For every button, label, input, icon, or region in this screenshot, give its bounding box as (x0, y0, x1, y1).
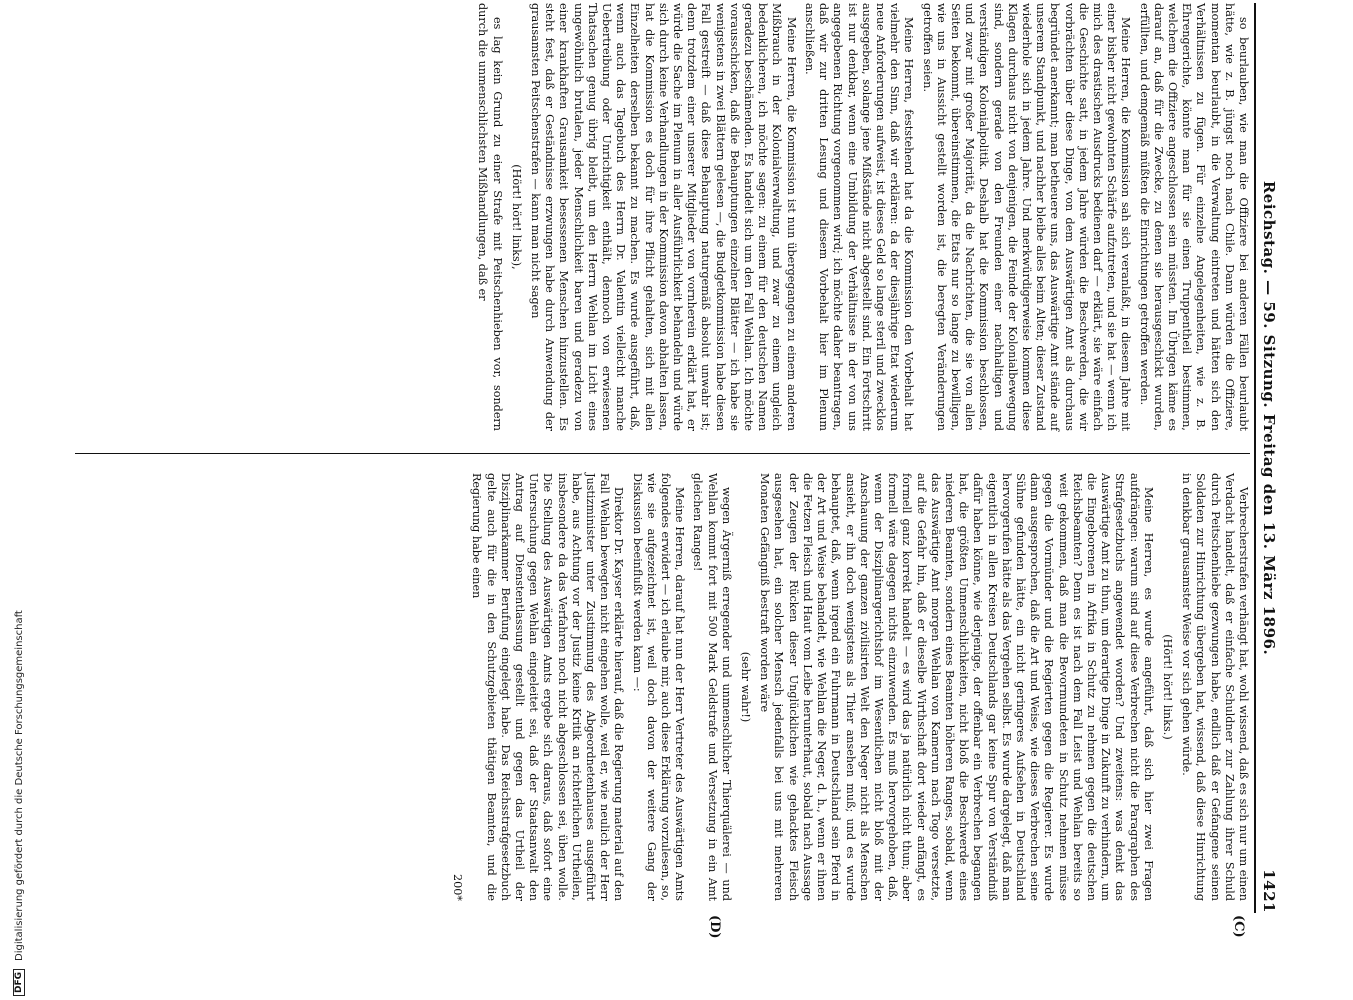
paragraph: Verbrecherstrafen verhängt hat, wohl wissend, daß es sich nur um einen Verdacht handelt, daß er einfache Schuldner zur Zahlung ihrer Schuld durch Peitschenhiebe gezwungen habe, endlich daß er Gefangene seinen Soldaten zur Hinrichtung übergeben hat, wissend, daß diese Hinrichtung in denkbar grausamster Weise vor sich gehen würde. (1180, 473, 1250, 901)
interjection: (sehr wahr!) (739, 651, 753, 723)
paragraph: Meine Herren, die Kommission ist nun übergegangen zu einem anderen Mißbrauch in der Kolonialverwaltung, und zwar zu einem ungleich bedenklicheren, ich möchte sagen: zu einem für den deutschen Namen geradezu beschämenden. Es handelt sich um den Fall Wehlan. Ich möchte vorausschicken, daß die Behauptungen einzelner Blätter — ich habe sie wenigstens in zwei Blättern gelesen —, die Budgetkommission habe diesen Fall gestreift — daß diese Behauptung naturgemäß absolut unwahr ist; denn trotzdem einer unserer Mitglieder von vornherein erklärt hat, er würde die Sache im Plenum in aller Ausführlichkeit behandeln und würde sich durch keine Verhandlungen in der Kommission davon abhalten lassen, hat die Kommission es doch für ihre Pflicht gehalten, sich mit allen Einzelheiten derselben bekannt zu machen. Es wurde ausgeführt, daß, wenn auch das Tagebuch des Herrn Dr. Valentin vielleicht manche Uebertreibung oder Unrichtigkeit enthält, dennoch von erwiesenen Thatsachen genug übrig bleibt, um den Herrn Wehlan im Licht eines ungewöhnlich brutalen, jeder Menschlichkeit baren und geradezu von einer krankhaften Grausamkeit besessenen Menschen hinzustellen. Es steht fest, daß er Geständnisse erzwungen habe durch Anwendung der grausamsten Peitschenstrafen — kann man nicht sagen (529, 3, 798, 431)
dfg-logo: DFG (13, 969, 25, 996)
page-header (1254, 3, 1282, 913)
page-title: Reichstag. — 59. Sitzung. Freitag den 13. März 1896. (1260, 180, 1278, 656)
page-number: 1421 (1260, 869, 1278, 913)
paragraph: Direktor Dr. Kayser erklärte hierauf, daß die Regierung material auf den Fall Wehlan bewegten nicht eingehen wolle, weil er, wie neulich der Herr Justizminister unter Zustimmung des Abgeordnetenhauses ausgeführt habe, aus Achtung vor der Justiz keine Kritik an richterlichen Urtheilen, insbesondere da das Verfahren noch nicht abgeschlossen sei, üben wolle. Die Stellung des Auswärtigen Amts ergebe sich daraus, daß sofort eine Untersuchung gegen Wehlan eingeleitet sei, daß der Staatsanwalt den Antrag auf Dienstentlassung gestellt und gegen das Urtheil der Disziplinarkammer Berufung eingelegt habe. Das Reichsstrafgesetzbuch gelte auch für die in den Schutzgebieten thätigen Beamten, und die Regierung habe einen (470, 473, 626, 901)
paragraph: Meine Herren, darauf hat nun der Herr Vertreter des Auswärtigen Amts folgendes erwidert — ich erlaube mir, auch diese Erklärung vorzulesen, so, wie sie aufgezeichnet ist, weil doch davon der weitere Gang der Diskussion beeinflußt werden kann —: (630, 473, 687, 901)
margin-letter-c: (C) (1231, 915, 1246, 938)
left-text-column (471, 3, 1250, 431)
column-divider (75, 453, 1250, 454)
signature-mark: 200* (451, 874, 465, 901)
paragraph: wegen Ärgerniß erregender und unmenschlicher Thierquälerei — und Wehlan kommt fort mit 500 Mark Geldstrafe und Versetzung in ein Amt gleichen Ranges! (691, 473, 733, 901)
interjection: (Hört! hört! links), (509, 164, 523, 270)
scanned-page (67, 3, 1282, 939)
paragraph: es lag kein Grund zu einer Strafe mit Peitschenhieben vor, sondern durch die unmenschlichsten Mißhandlungen, daß er (476, 3, 504, 431)
margin-letter-d: (D) (707, 915, 722, 939)
footer-credit-strip (0, 0, 25, 1000)
paragraph: Meine Herren, feststehend hat da die Kommission den Vorbehalt hat vielmehr den Sinn, daß wir erklären: da der diesjährige Etat wiederum neue Anforderungen aufweist, ist dieses Geld so lange steril und zwecklos ausgegeben, solange jene Mißstände nicht abgestellt sind. Ein Fortschritt ist nur denkbar, wenn eine Umbildung der Verhältnisse in der von uns angegebenen Richtung vorgenommen wird; ich möchte daher beantragen, daß wir zur dritten Lesung und diesem Vorbehalt hier im Plenum anschließen. (802, 3, 916, 431)
footer-credit-text: Digitalisierung gefördert durch die Deutsche Forschungsgemeinschaft (13, 610, 25, 961)
paragraph: so beurlauben, wie man die Offiziere bei anderen Fällen beurlaubt hätte, wie z. B. jüngst noch nach Chile. Dann würden die Offiziere, momentan beurlaubt, in die Verwaltung eintreten und hätten sich den Verhältnissen zu fügen. Für einzelne Angelegenheiten, wie z. B. Ehrengerichte, könnte man für sie einen Truppentheil bestimmen, welchem die Offiziere angeschlossen sein müssten. Im Übrigen käme es darauf an, daß für die Zwecke, zu denen sie herausgeschickt wurden, erfüllten, und demgemäß müßten die Einrichtungen getroffen werden. (1137, 3, 1250, 431)
paragraph: Meine Herren, die Kommission sah sich veranlaßt, in diesem Jahre mit einer bisher nicht gewohnten Schärfe aufzutreten, und sie hat — wenn ich mich des drastischen Ausdrucks bedienen darf — erklärt, sie wäre einfach die Geschichte satt, in jedem Jahre würden die Beschwerden, die wir vorbrächten über diese Dinge, von dem Auswärtigen Amt als durchaus begründet anerkannt; man betheuere uns, das Auswärtige Amt stände auf unserem Standpunkt, und nachher bleibe alles beim Alten; dieser Zustand wiederhole sich in jedem Jahre. Und merkwürdigerweise kommen diese Klagen durchaus nicht von denjenigen, die Feinde der Kolonialbewegung sind, sondern gerade von den Freunden einer nachhaltigen und verständigen Kolonialpolitik. Deshalb hat die Kommission beschlossen, und zwar mit großer Majorität, da die Nachrichten, die sie von allen Seiten bekommt, übereinstimmen, die Etats nur so lange zu bewilligen, wie uns in Aussicht gestellt worden ist, die beregten Veränderungen getroffen seien. (920, 3, 1133, 431)
interjection: (Hört! hört! links.) (1160, 634, 1174, 740)
paragraph: Meine Herren, es wurde angeführt, daß sich hier zwei Fragen aufdrängen: warum sind auf diese Verbrechen nicht die Paragraphen des Strafgesetzbuchs angewendet worden? Und zweitens: was denkt das Auswärtige Amt zu thun, um derartige Dinge in Zukunft zu verhindern, um die Eingeborenen in Afrika in Schutz zu nehmen gegen die deutschen Reichsbeamten? Denn es ist nach dem Fall Leist und Wehlan bereits so weit gekommen, daß man die Bevormundeten in Schutz nehmen müsse gegen die Vormünder und die Regierten gegen die Regierer. Es wurde dann ausgesprochen, daß die Art und Weise, wie dieses Verbrechen seine Sühne gefunden hätte, ein nicht geringeres Aufsehen in Deutschland hervorgerufen hätte als das Vergehen selbst. Es wurde dargelegt, daß man eigentlich in allen Kreisen Deutschlands gar keine Spur von Verständniß dafür haben könne, wie derjenige, der offenbar ein Verbrechen begangen hat, die größten Unmenschlichkeiten, nicht bloß die Beschwerde eines niederen Beamten, sondern eines Beamten höheren Ranges, sobald, wenn das Auswärtige Amt morgen Wehlan von Kamerun nach Togo versetzte, auf die Gefahr hin, daß er dieselbe Wirthschaft dort wieder anfängt, es formell ganz korrekt handelt — es wird das ja natürlich nicht thun; aber formell wäre dagegen nichts einzuwenden. Es muß hervorgehoben, daß, wenn der Disziplinargerichtshof im Wesentlichen nicht bloß mit der Anschauung der ganzen zivilisirten Welt den Neger nicht als Menschen ansieht, er ihn doch wenigstens als Thier ansehen muß; und es wurde behauptet, daß, wenn irgend ein Fuhrmann in Deutschland sein Pferd in der Art und Weise behandelt, wie Wehlan die Neger, d. h., wenn er ihnen die Fetzen Fleisch und Haut vom Leibe herunterhaut, sobald nach Aussage der Zeugen der Rücken dieser Unglücklichen wie gehacktes Fleisch ausgesehen hat, ein solcher Mensch jedenfalls bei uns mit mehreren Monaten Gefängniß bestraft worden wäre (758, 473, 1155, 901)
right-text-column (445, 473, 1250, 901)
